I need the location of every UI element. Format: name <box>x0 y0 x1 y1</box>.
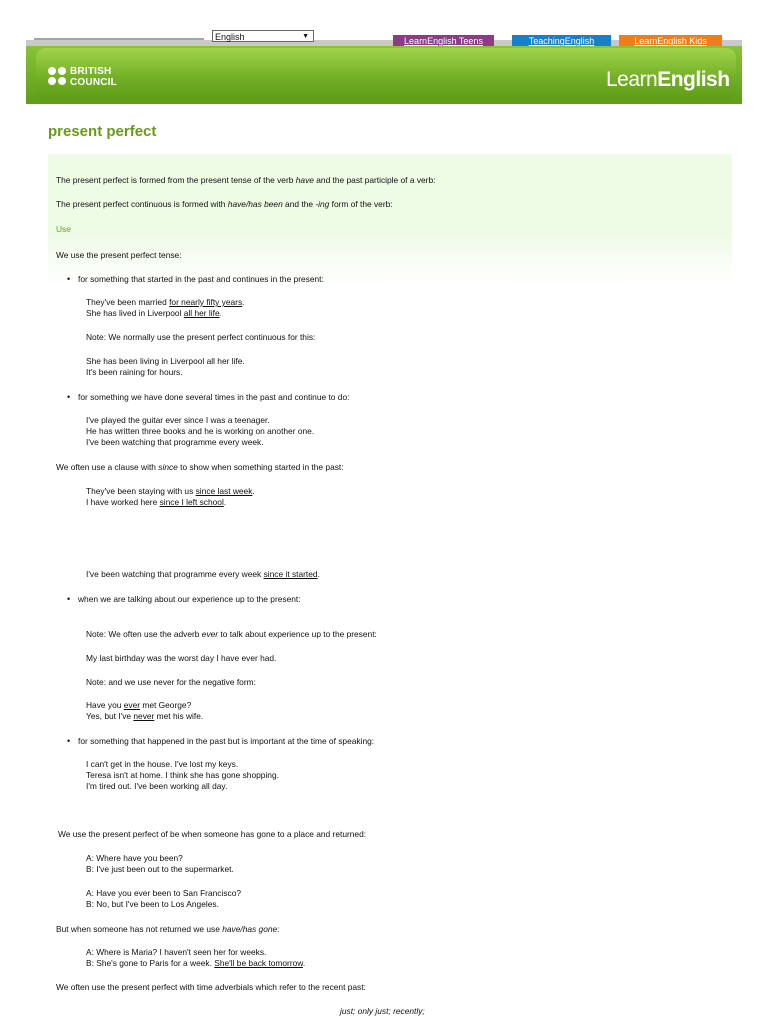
tab-learnenglish-kids[interactable]: LearnEnglish Kids <box>619 35 722 48</box>
be-paragraph: We use the present perfect of be when someone has gone to a place and returned: <box>58 829 367 839</box>
example-line: I've been watching that programme every week since it started. <box>86 569 320 579</box>
note-continuous: Note: We normally use the present perfect continuous for this: <box>86 332 316 342</box>
note-never: Note: and we use never for the negative form: <box>86 677 256 687</box>
example-line: I've been watching that programme every week. <box>86 437 264 447</box>
example-line: I have worked here since I left school. <box>86 497 227 507</box>
logo-line-1: BRITISH <box>70 66 112 77</box>
british-council-dots-icon <box>48 67 68 87</box>
british-council-wordmark <box>70 66 117 88</box>
example-line: She has lived in Liverpool all her life. <box>86 308 222 318</box>
site-title-bold: English <box>657 68 730 91</box>
example-line: I've played the guitar ever since I was a teenager. <box>86 415 270 425</box>
note-ever: Note: We often use the adverb ever to talk about experience up to the present: <box>86 629 377 639</box>
bullet-several-times: • for something we have done several times in the past and continue to do: <box>78 392 349 403</box>
example-line: B: She's gone to Paris for a week. She'll be back tomorrow. <box>86 958 306 968</box>
language-select[interactable] <box>212 30 314 42</box>
adverbials-line: just; only just; recently; <box>340 1006 425 1016</box>
gone-paragraph: But when someone has not returned we use have/has gone: <box>56 924 280 934</box>
use-intro: We use the present perfect tense: <box>56 250 182 260</box>
british-council-logo[interactable] <box>48 64 138 92</box>
since-paragraph: We often use a clause with since to show when something started in the past: <box>56 462 344 472</box>
example-line: A: Where have you been? <box>86 853 183 863</box>
bullet-important-now: • for something that happened in the past but is important at the time of speaking: <box>78 736 374 747</box>
recent-past-paragraph: We often use the present perfect with time adverbials which refer to the recent past: <box>56 982 366 992</box>
example-line: He has written three books and he is working on another one. <box>86 426 315 436</box>
example-line: It's been raining for hours. <box>86 367 183 377</box>
logo-line-2: COUNCIL <box>70 77 117 88</box>
bullet-continues: • for something that started in the past and continues in the present: <box>78 274 324 285</box>
example-line: They've been married for nearly fifty years. <box>86 297 245 307</box>
page-title: present perfect <box>48 123 157 140</box>
example-line: She has been living in Liverpool all her life. <box>86 356 245 366</box>
example-line: My last birthday was the worst day I have ever had. <box>86 653 277 663</box>
example-line: Yes, but I've never met his wife. <box>86 711 204 721</box>
intro-paragraph-2: The present perfect continuous is formed with have/has been and the -ing form of the verb: <box>56 199 393 209</box>
example-line: I can't get in the house. I've lost my keys. <box>86 759 239 769</box>
language-select-value: English <box>215 32 245 42</box>
example-line: Have you ever met George? <box>86 700 192 710</box>
example-line: They've been staying with us since last week. <box>86 486 255 496</box>
use-heading: Use <box>56 224 71 234</box>
example-line: B: I've just been out to the supermarket. <box>86 864 234 874</box>
example-line: A: Where is Maria? I haven't seen her for weeks. <box>86 947 267 957</box>
example-line: B: No, but I've been to Los Angeles. <box>86 899 219 909</box>
bullet-experience: • when we are talking about our experience up to the present: <box>78 594 301 605</box>
example-line: Teresa isn't at home. I think she has gone shopping. <box>86 770 279 780</box>
intro-box <box>48 154 732 284</box>
example-line: I'm tired out. I've been working all day. <box>86 781 228 791</box>
tab-learnenglish-teens[interactable]: LearnEnglish Teens <box>393 35 494 48</box>
site-title-light: Learn <box>606 68 658 91</box>
intro-paragraph-1: The present perfect is formed from the present tense of the verb have and the past participle of a verb: <box>56 175 436 185</box>
chevron-down-icon: ▼ <box>302 33 309 40</box>
example-line: A: Have you ever been to San Francisco? <box>86 888 242 898</box>
tab-teachingenglish[interactable]: TeachingEnglish <box>512 35 611 48</box>
learnenglish-title[interactable] <box>606 68 730 92</box>
